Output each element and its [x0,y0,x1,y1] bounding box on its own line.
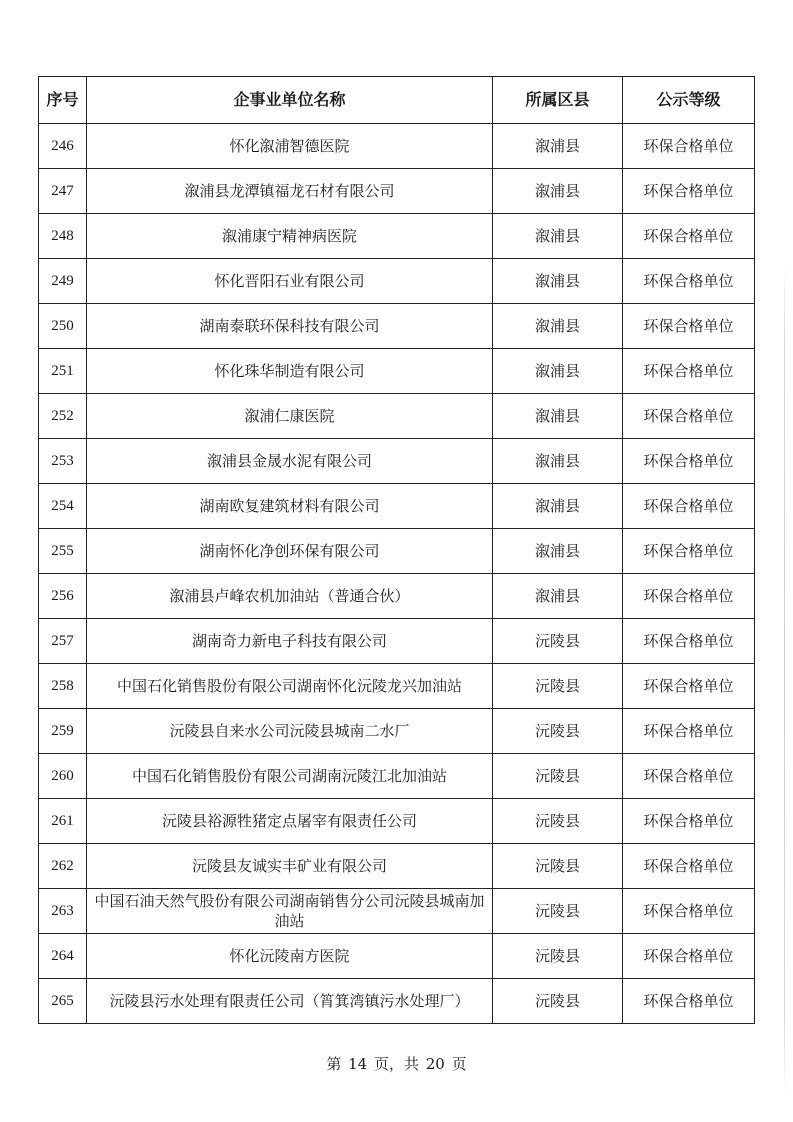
table-row [39,349,755,394]
row-enterprise-name: 沅陵县裕源牲猪定点屠宰有限责任公司 [87,799,493,844]
row-level: 环保合格单位 [623,259,755,304]
row-seq: 257 [39,619,87,664]
table-row [39,124,755,169]
row-seq: 253 [39,439,87,484]
row-enterprise-name: 溆浦康宁精神病医院 [87,214,493,259]
row-county: 溆浦县 [493,394,623,439]
row-county: 沅陵县 [493,664,623,709]
row-county: 沅陵县 [493,619,623,664]
row-seq: 258 [39,664,87,709]
row-seq: 246 [39,124,87,169]
row-enterprise-name: 怀化沅陵南方医院 [87,934,493,979]
row-enterprise-name: 溆浦县龙潭镇福龙石材有限公司 [87,169,493,214]
row-county: 溆浦县 [493,529,623,574]
table-body [39,124,755,1024]
row-enterprise-name: 中国石油天然气股份有限公司湖南销售分公司沅陵县城南加油站 [87,889,493,934]
row-enterprise-name: 湖南怀化净创环保有限公司 [87,529,493,574]
row-county: 溆浦县 [493,304,623,349]
table-row [39,169,755,214]
row-level: 环保合格单位 [623,484,755,529]
row-enterprise-name: 怀化溆浦智德医院 [87,124,493,169]
row-level: 环保合格单位 [623,304,755,349]
enterprise-table [38,76,755,1024]
row-level: 环保合格单位 [623,934,755,979]
row-seq: 250 [39,304,87,349]
header-county: 所属区县 [493,77,623,124]
row-county: 沅陵县 [493,979,623,1024]
row-seq: 248 [39,214,87,259]
table-row [39,844,755,889]
table-row [39,799,755,844]
row-level: 环保合格单位 [623,214,755,259]
row-enterprise-name: 沅陵县友诚实丰矿业有限公司 [87,844,493,889]
table-row [39,709,755,754]
table-row [39,439,755,484]
table-row [39,484,755,529]
row-seq: 249 [39,259,87,304]
row-county: 沅陵县 [493,889,623,934]
header-level: 公示等级 [623,77,755,124]
row-enterprise-name: 沅陵县污水处理有限责任公司（筲箕湾镇污水处理厂） [87,979,493,1024]
row-county: 溆浦县 [493,574,623,619]
table-row [39,934,755,979]
row-level: 环保合格单位 [623,394,755,439]
row-enterprise-name: 怀化晋阳石业有限公司 [87,259,493,304]
row-level: 环保合格单位 [623,349,755,394]
row-county: 溆浦县 [493,349,623,394]
row-enterprise-name: 湖南泰联环保科技有限公司 [87,304,493,349]
row-level: 环保合格单位 [623,709,755,754]
scan-edge-shadow [784,260,785,1100]
row-seq: 260 [39,754,87,799]
table-header-row [39,77,755,124]
row-seq: 254 [39,484,87,529]
table-row [39,889,755,934]
row-enterprise-name: 中国石化销售股份有限公司湖南沅陵江北加油站 [87,754,493,799]
row-level: 环保合格单位 [623,799,755,844]
table-row [39,619,755,664]
row-seq: 263 [39,889,87,934]
table-row [39,664,755,709]
row-level: 环保合格单位 [623,889,755,934]
row-seq: 259 [39,709,87,754]
row-enterprise-name: 怀化珠华制造有限公司 [87,349,493,394]
row-level: 环保合格单位 [623,124,755,169]
row-enterprise-name: 溆浦县卢峰农机加油站（普通合伙） [87,574,493,619]
row-level: 环保合格单位 [623,169,755,214]
row-seq: 262 [39,844,87,889]
row-enterprise-name: 湖南欧复建筑材料有限公司 [87,484,493,529]
table-row [39,979,755,1024]
row-enterprise-name: 沅陵县自来水公司沅陵县城南二水厂 [87,709,493,754]
row-county: 溆浦县 [493,439,623,484]
row-county: 沅陵县 [493,754,623,799]
row-county: 沅陵县 [493,934,623,979]
row-seq: 264 [39,934,87,979]
row-county: 溆浦县 [493,259,623,304]
row-level: 环保合格单位 [623,979,755,1024]
header-seq: 序号 [39,77,87,124]
row-county: 溆浦县 [493,214,623,259]
row-seq: 256 [39,574,87,619]
table-row [39,214,755,259]
row-seq: 255 [39,529,87,574]
row-seq: 251 [39,349,87,394]
page-footer: 第 14 页，共 20 页 [326,1055,467,1073]
row-enterprise-name: 湖南奇力新电子科技有限公司 [87,619,493,664]
row-county: 沅陵县 [493,709,623,754]
row-county: 溆浦县 [493,124,623,169]
row-county: 沅陵县 [493,799,623,844]
table-row [39,304,755,349]
row-level: 环保合格单位 [623,529,755,574]
row-seq: 265 [39,979,87,1024]
row-enterprise-name: 中国石化销售股份有限公司湖南怀化沅陵龙兴加油站 [87,664,493,709]
table-row [39,529,755,574]
row-level: 环保合格单位 [623,664,755,709]
header-name: 企事业单位名称 [87,77,493,124]
table-row [39,754,755,799]
row-seq: 261 [39,799,87,844]
row-county: 溆浦县 [493,484,623,529]
row-county: 沅陵县 [493,844,623,889]
row-enterprise-name: 溆浦仁康医院 [87,394,493,439]
row-seq: 247 [39,169,87,214]
table-row [39,394,755,439]
row-level: 环保合格单位 [623,844,755,889]
row-seq: 252 [39,394,87,439]
row-level: 环保合格单位 [623,439,755,484]
table-row [39,259,755,304]
table-row [39,574,755,619]
row-enterprise-name: 溆浦县金晟水泥有限公司 [87,439,493,484]
row-level: 环保合格单位 [623,574,755,619]
row-level: 环保合格单位 [623,754,755,799]
row-county: 溆浦县 [493,169,623,214]
row-level: 环保合格单位 [623,619,755,664]
